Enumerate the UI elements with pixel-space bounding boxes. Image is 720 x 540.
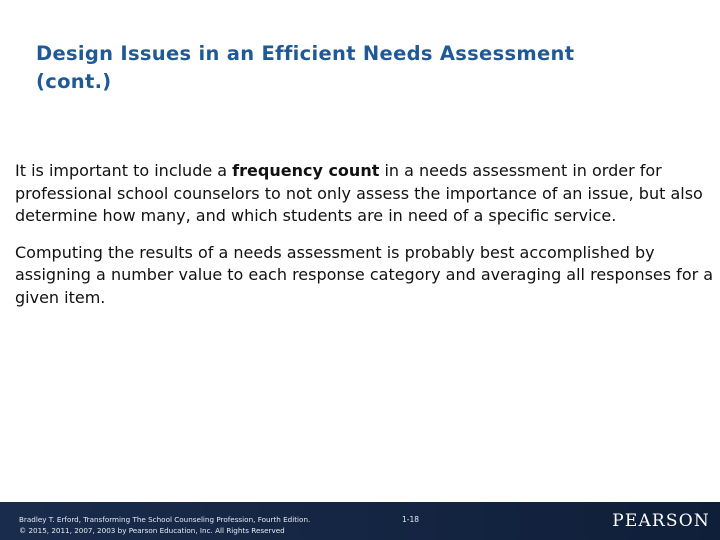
page-number: 1-18 (402, 515, 420, 524)
footer-bar (0, 502, 720, 540)
footer-citation-line1: Bradley T. Erford, Transforming The School Counseling Profession, Fourth Edition. (19, 515, 311, 524)
slide-body (15, 160, 715, 323)
footer-citation (19, 514, 310, 536)
pearson-logo: PEARSON (612, 511, 710, 531)
slide-title (36, 40, 676, 96)
slide-title-line2: (cont.) (36, 70, 112, 93)
paragraph-1-emphasis: frequency count (232, 161, 380, 180)
paragraph-1-text-before: It is important to include a (15, 161, 233, 180)
paragraph-1-text-after: in a needs assessment in order for professional school counselors to not only assess the importance of an issue, but also determine how many, and which students are in need of a specific service. (15, 161, 703, 225)
slide-title-line1: Design Issues in an Efficient Needs Assessment (36, 42, 575, 65)
body-paragraph-2: Computing the results of a needs assessment is probably best accomplished by assigning a number value to each response category and averaging all responses for a given item. (15, 242, 714, 307)
body-paragraph-1 (15, 160, 715, 228)
footer-copyright-line: © 2015, 2011, 2007, 2003 by Pearson Education, Inc. All Rights Reserved (19, 526, 285, 535)
